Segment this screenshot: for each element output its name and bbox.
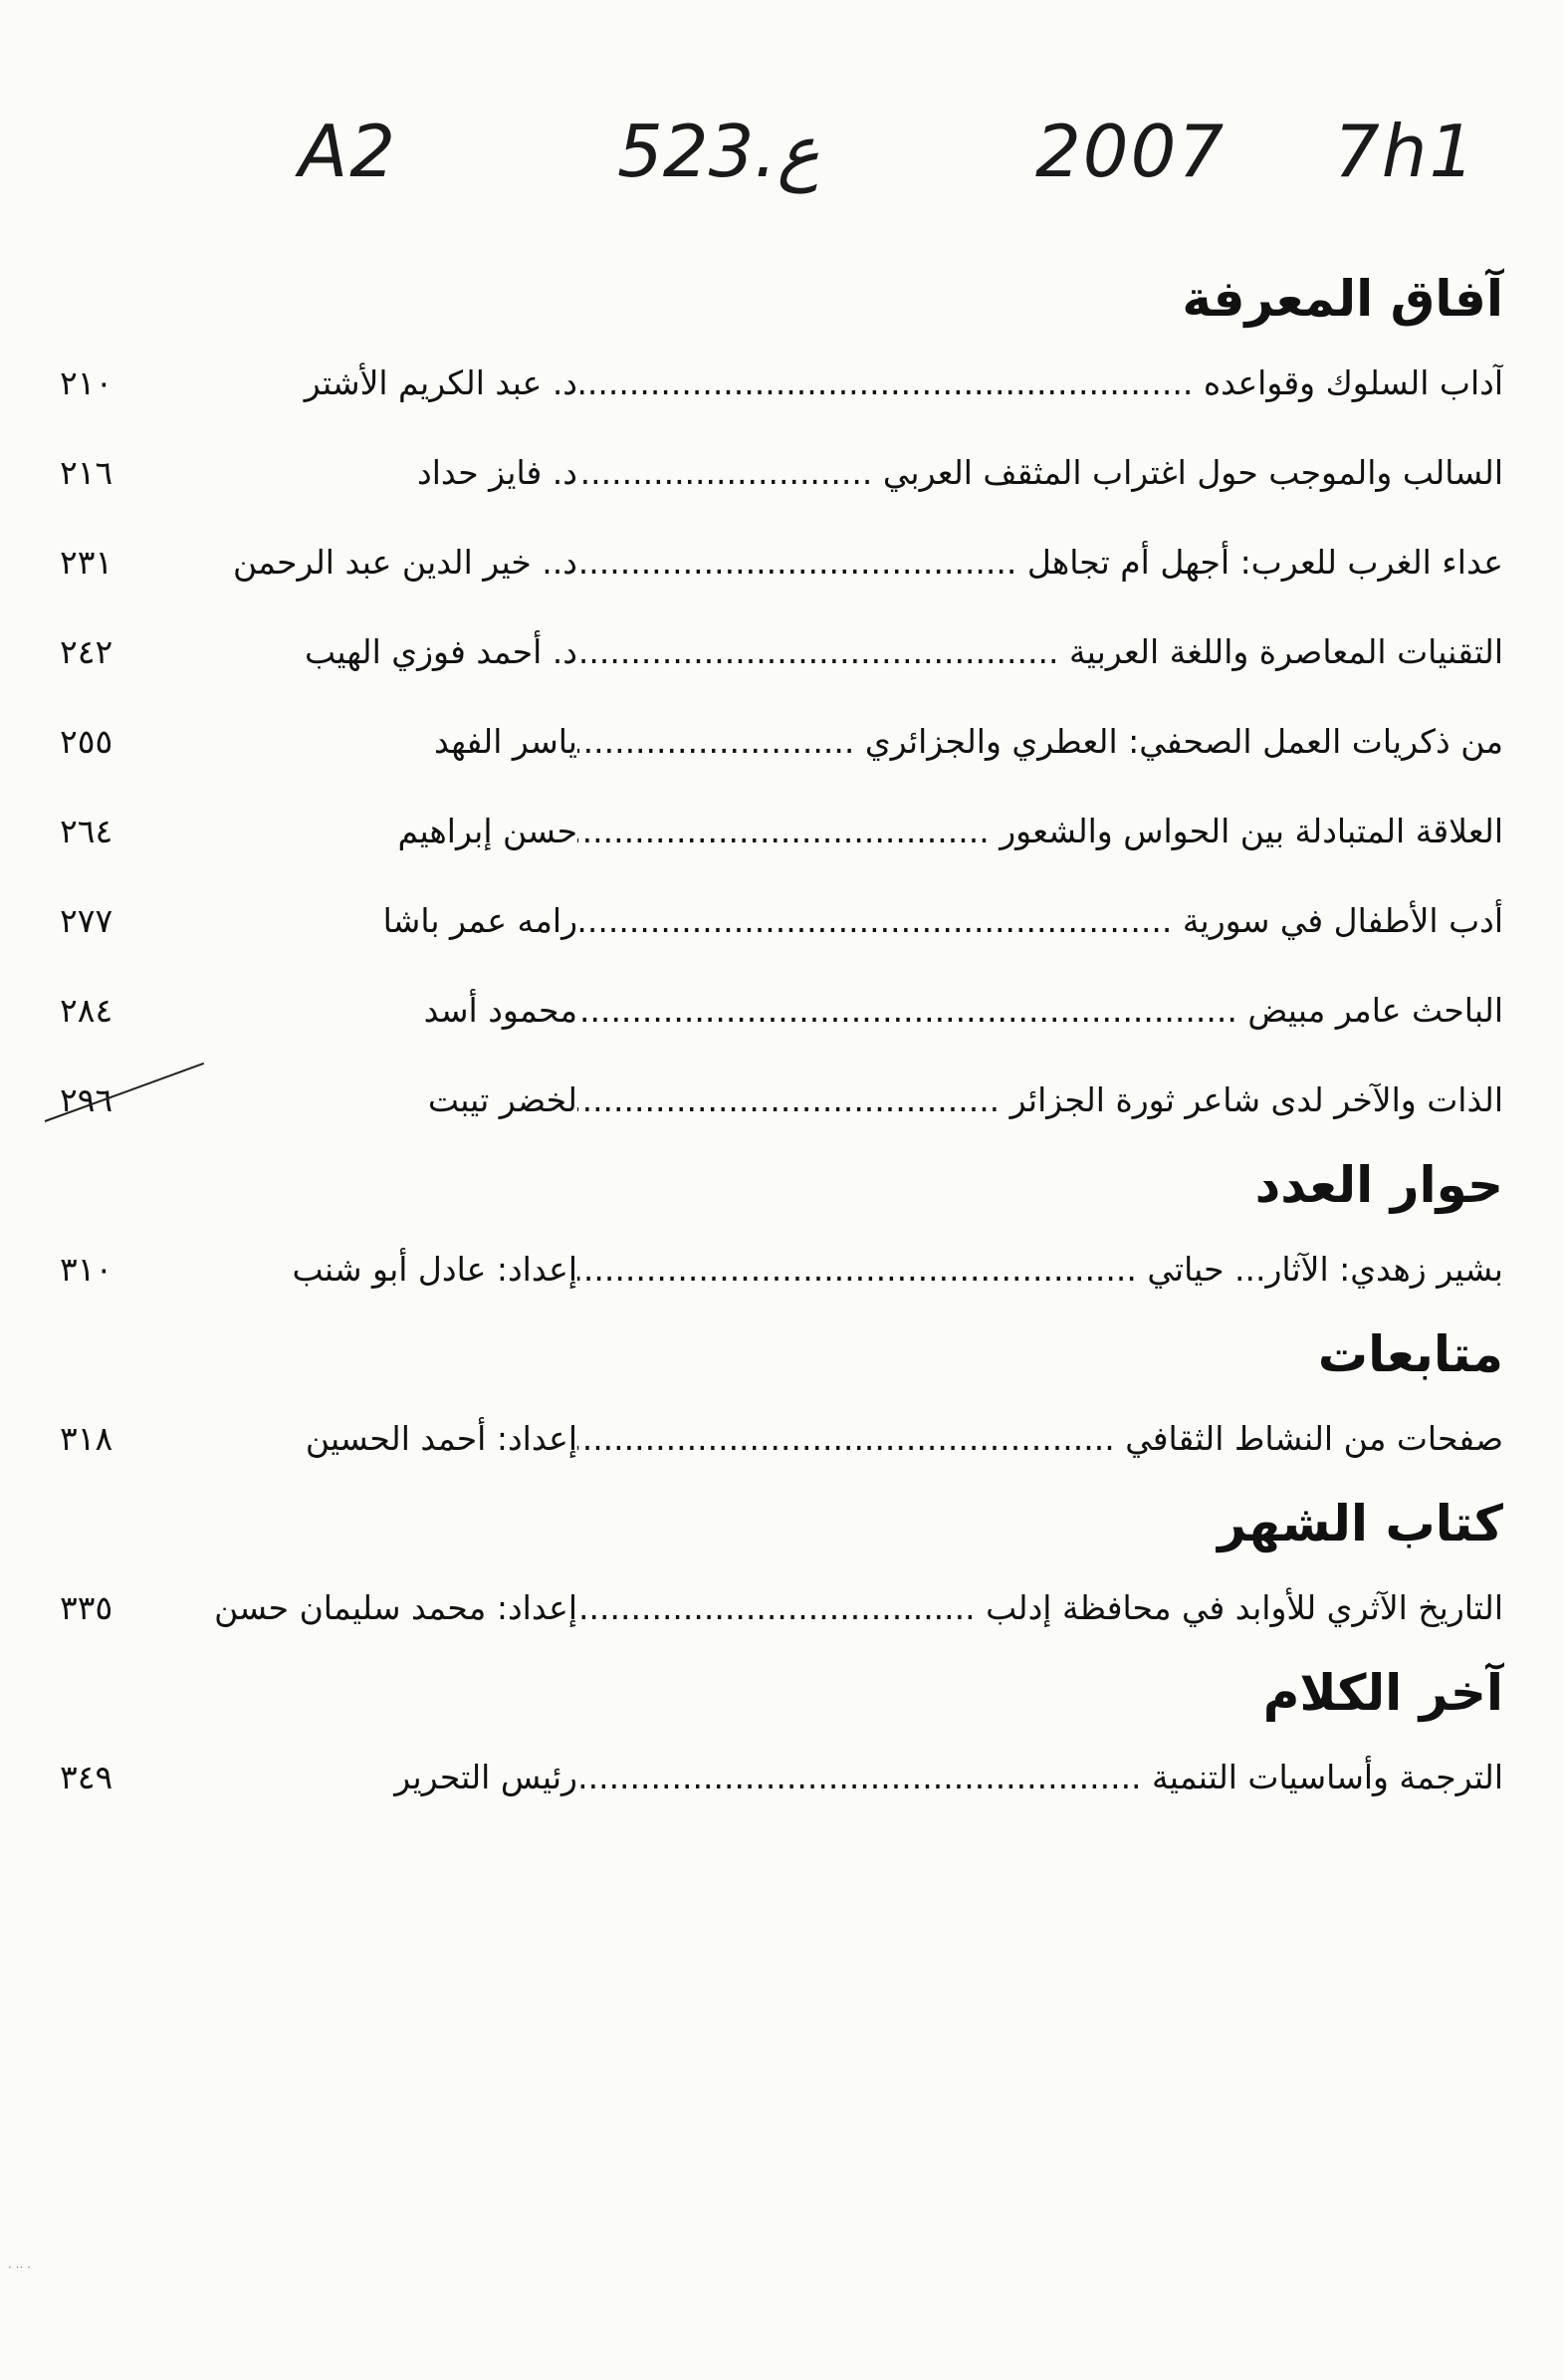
entry-title: من ذكريات العمل الصحفي: العطري والجزائري ..... [577,697,1503,787]
handwritten-call-number [0,110,1563,219]
entry-page-number: ٢٧٧ [60,901,113,940]
toc-entry [60,1733,1503,1822]
entry-author: ياسر الفهد [433,722,577,761]
entry-title: الذات والآخر لدى شاعر ثورة الجزائر ..... [577,1056,1503,1145]
toc-entry [60,876,1503,966]
table-of-contents [60,259,1503,1822]
entry-page-number: ٢٨٤ [60,991,113,1030]
paper-speck: · ·· · [8,2261,31,2274]
entry-page-number: ٢٤٢ [60,632,113,671]
entry-author: د. عبد الكريم الأشتر [304,363,577,402]
handwritten-note-1: A2 [299,110,398,193]
section-title: آخر الكلام [1262,1664,1503,1722]
entry-page-number: ٢١٦ [60,453,113,492]
toc-entry [60,966,1503,1056]
toc-entry [60,787,1503,876]
entry-title: عداء الغرب للعرب: أجهل أم تجاهل ..... [577,518,1503,607]
handwritten-note-2: 523.ع [617,110,820,193]
toc-entry [60,1563,1503,1653]
entry-title: أدب الأطفال في سورية ..... [577,876,1503,966]
toc-entry [60,1225,1503,1314]
toc-entry [60,428,1503,518]
entry-page-number: ٢٦٤ [60,812,113,850]
section-title: متابعات [1317,1325,1503,1383]
entry-page-number: ٢٩٦ [60,1080,113,1119]
entry-author: رئيس التحرير [394,1758,577,1796]
section-title: كتاب الشهر [1218,1495,1503,1552]
entry-title: التاريخ الآثري للأوابد في محافظة إدلب ..... [577,1563,1503,1653]
entry-author: إعداد: أحمد الحسين [305,1419,577,1458]
entry-title: الباحث عامر مبيض ..... [577,966,1503,1056]
entry-title: العلاقة المتبادلة بين الحواس والشعور ..... [577,787,1503,876]
toc-entry [60,1394,1503,1484]
toc-entry [60,697,1503,787]
entry-author: د.. خير الدين عبد الرحمن [232,543,577,582]
entry-page-number: ٣١٨ [60,1419,113,1458]
entry-author: لخضر تيبت [427,1080,577,1119]
entry-title: بشير زهدي: الآثار... حياتي ..... [577,1225,1503,1314]
entry-title: السالب والموجب حول اغتراب المثقف العربي ..... [577,428,1503,518]
entry-title: التقنيات المعاصرة واللغة العربية ..... [577,607,1503,697]
entry-author: إعداد: محمد سليمان حسن [214,1588,577,1627]
entry-title: الترجمة وأساسيات التنمية ..... [577,1733,1503,1822]
entry-author: محمود أسد [423,991,577,1030]
toc-entry [60,607,1503,697]
handwritten-note-3: 2007 [1035,110,1227,193]
entry-page-number: ٢٥٥ [60,722,113,761]
entry-page-number: ٣٣٥ [60,1588,113,1627]
toc-entry [60,339,1503,428]
entry-author: د. فايز حداد [417,453,577,492]
entry-page-number: ٢٣١ [60,543,113,582]
handwritten-note-4: 7h1 [1334,110,1477,193]
entry-author: رامه عمر باشا [382,901,577,940]
entry-author: إعداد: عادل أبو شنب [292,1250,577,1289]
entry-page-number: ٣١٠ [60,1250,113,1289]
entry-page-number: ٣٤٩ [60,1758,113,1796]
toc-entry [60,1056,1503,1145]
entry-author: د. أحمد فوزي الهيب [304,632,577,671]
section-title: آفاق المعرفة [1182,270,1503,328]
section-title: حوار العدد [1254,1156,1503,1214]
toc-entry [60,518,1503,607]
entry-page-number: ٢١٠ [60,363,113,402]
entry-title: آداب السلوك وقواعده ..... [577,339,1503,428]
entry-title: صفحات من النشاط الثقافي ..... [577,1394,1503,1484]
entry-author: حسن إبراهيم [397,812,577,850]
